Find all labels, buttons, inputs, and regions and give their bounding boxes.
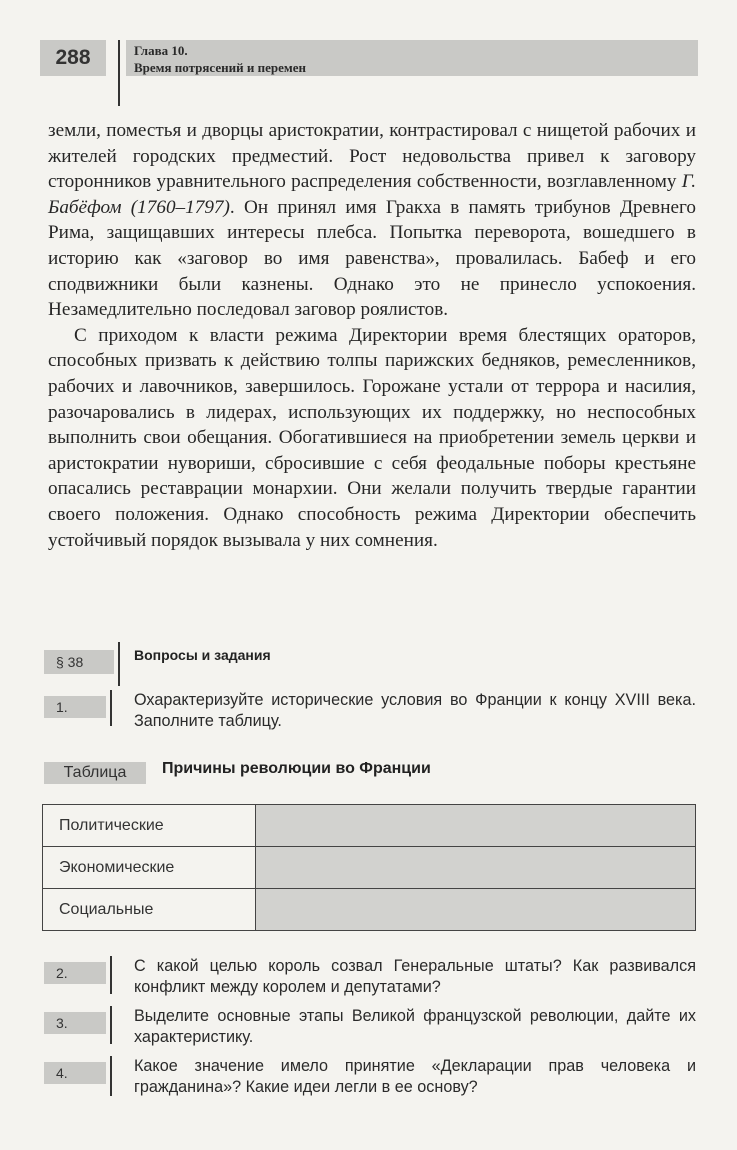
question-3-text: Выделите основные этапы Великой французской революции, дайте их характеристику.: [134, 1007, 696, 1046]
table-row: [43, 805, 696, 847]
row-label-economic: Экономические: [43, 847, 256, 889]
babeuf-name: Г. Бабёфом (1760–1797): [48, 171, 696, 218]
chapter-label: Глава 10.: [134, 43, 188, 58]
paragraph-1: [48, 118, 696, 323]
table-row: [43, 889, 696, 931]
row-cell-political[interactable]: [256, 805, 696, 847]
question-3-number: 3.: [44, 1012, 106, 1034]
paragraph-2: С приходом к власти режима Директории время блестящих ораторов, способных призвать к действию толпы парижских бедняков, ремесленников, рабочих и лавочников, завершилось. Горожане устали от террора и насилия, разочаровались в лидерах, использующих их поддержку, но неспособных выполнить свои обещания. Обогатившиеся на приобретении земель церкви и аристократии нувориши, сбросившие с себя феодальные поборы крестьяне опасались реставрации монархии. Они желали получить твердые гарантии своего положения. Однако способность режима Директории обеспечить устойчивый порядок вызывала у них сомнения.: [48, 324, 696, 551]
question-1-number: 1.: [44, 696, 106, 718]
page-number: 288: [40, 40, 106, 76]
table-tag: Таблица: [44, 762, 146, 784]
main-text: [48, 118, 696, 553]
chapter-title: Время потрясений и перемен: [134, 60, 306, 75]
question-4-text: Какое значение имело принятие «Декларации прав человека и гражданина»? Какие идеи легли в ее основу?: [134, 1057, 696, 1096]
row-cell-economic[interactable]: [256, 847, 696, 889]
row-cell-social[interactable]: [256, 889, 696, 931]
question-2-text: С какой целью король созвал Генеральные штаты? Как развивался конфликт между королем и депутатами?: [134, 957, 696, 996]
question-2-divider: [110, 956, 112, 994]
paragraph-1-start: земли, поместья и дворцы аристократии, контрастировал с нищетой рабочих и жителей городских предместий. Рост недовольства привел к заговору сторонников уравнительного распределения собственности, возглавленному: [48, 120, 696, 193]
causes-table: [42, 804, 696, 931]
question-1-text: Охарактеризуйте исторические условия во Франции к концу XVIII века. Заполните таблицу.: [134, 691, 696, 730]
section-title: Вопросы и задания: [134, 647, 271, 663]
table-title: Причины революции во Франции: [162, 760, 431, 777]
question-1-divider: [110, 690, 112, 726]
table-row: [43, 847, 696, 889]
header-divider: [118, 40, 120, 106]
section-tag: § 38: [44, 650, 114, 674]
question-2-number: 2.: [44, 962, 106, 984]
paragraph-1-end: . Он принял имя Гракха в память трибунов Древнего Рима, защищавших интересы плебса. Попытка переворота, вошедшего в историю как «заговор во имя равенства», провалилась. Бабеф и его сподвижники были казнены. Однако это не принесло успокоения. Незамедлительно последовал заговор роялистов.: [48, 196, 696, 321]
row-label-political: Политические: [43, 805, 256, 847]
question-4-divider: [110, 1056, 112, 1096]
row-label-social: Социальные: [43, 889, 256, 931]
question-4-number: 4.: [44, 1062, 106, 1084]
running-header: [134, 42, 306, 76]
question-3-divider: [110, 1006, 112, 1044]
section-divider: [118, 642, 120, 686]
